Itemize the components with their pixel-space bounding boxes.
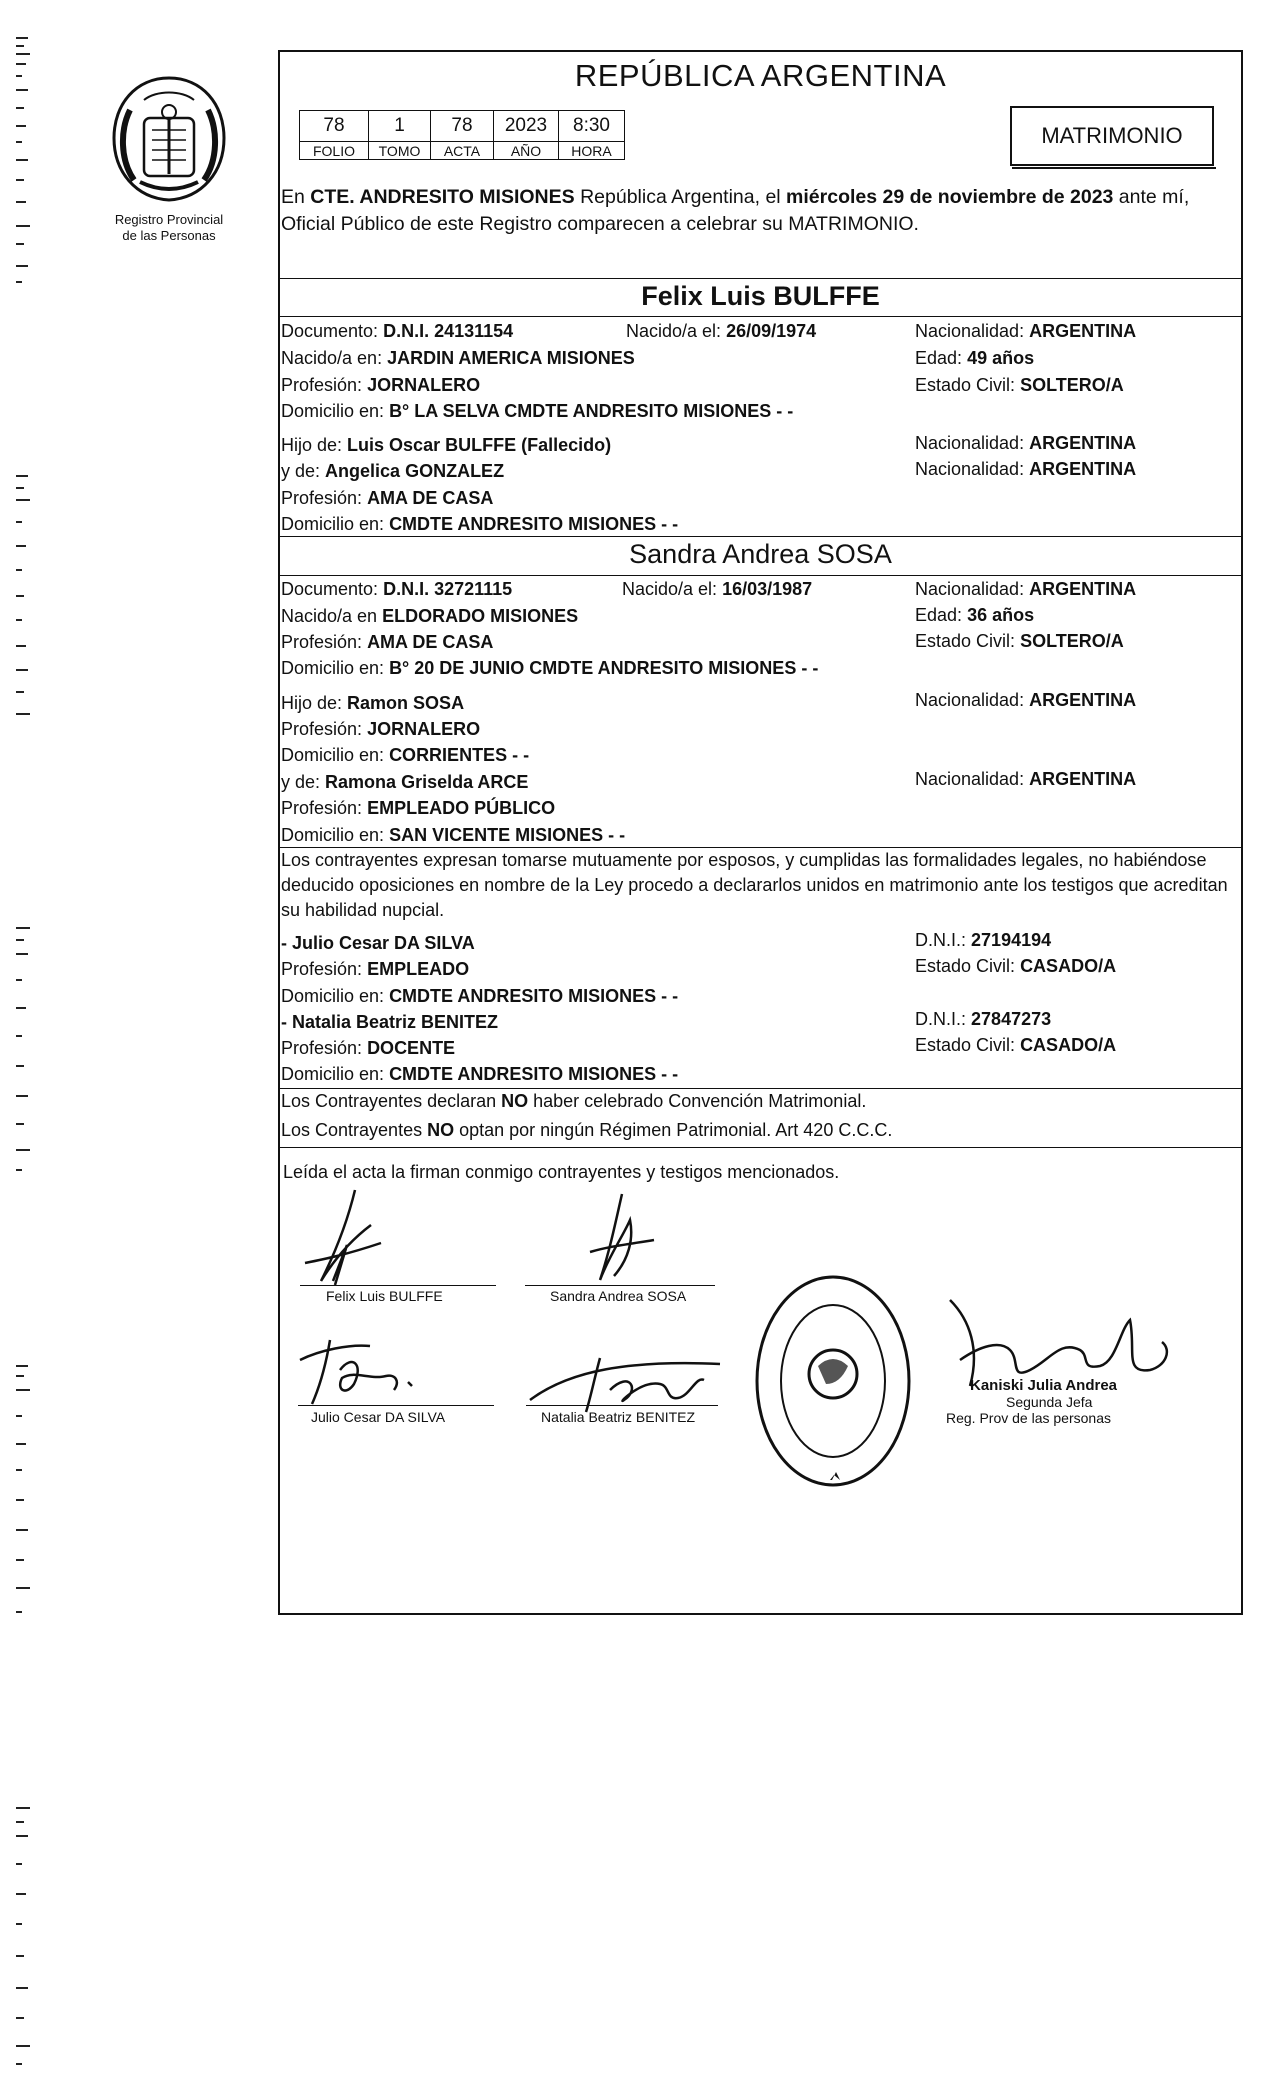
hora-value: 8:30 xyxy=(559,111,625,142)
field-label: Domicilio en: xyxy=(281,658,385,678)
field-value: JARDIN AMERICA MISIONES xyxy=(387,348,635,368)
groom-mother-profession xyxy=(281,487,493,509)
witness1-civil-status xyxy=(915,955,1116,977)
groom-signature xyxy=(285,1185,415,1295)
field-value: AMA DE CASA xyxy=(367,488,494,508)
field-value: B° 20 DE JUNIO CMDTE ANDRESITO MISIONES - - xyxy=(389,658,819,678)
bride-father-nationality xyxy=(915,689,1136,711)
field-label: Domicilio en: xyxy=(281,401,385,421)
witness2-name xyxy=(281,1011,498,1033)
field-label: Profesión: xyxy=(281,959,363,979)
field-value: SOLTERO/A xyxy=(1020,375,1124,395)
witness1-address xyxy=(281,985,678,1007)
field-label: Profesión: xyxy=(281,488,363,508)
intro-paragraph xyxy=(281,184,1236,238)
field-label: Estado Civil: xyxy=(915,1035,1016,1055)
field-value: ARGENTINA xyxy=(1029,459,1137,479)
field-label: Estado Civil: xyxy=(915,631,1016,651)
field-value: CORRIENTES - - xyxy=(389,745,530,765)
field-label: Domicilio en: xyxy=(281,825,385,845)
field-value: AMA DE CASA xyxy=(367,632,494,652)
clause-text: Los Contrayentes declaran xyxy=(281,1091,502,1111)
witness2-civil-status xyxy=(915,1034,1116,1056)
groom-birth-place xyxy=(281,347,635,369)
acta-label: ACTA xyxy=(431,142,494,160)
act-type-label: MATRIMONIO xyxy=(1041,123,1183,148)
field-value: CMDTE ANDRESITO MISIONES - - xyxy=(389,986,679,1006)
clause-text: optan por ningún Régimen Patrimonial. Art 420 C.C.C. xyxy=(454,1120,893,1140)
field-label: Nacido/a el: xyxy=(622,579,718,599)
field-label: Hijo de: xyxy=(281,435,343,455)
divider xyxy=(278,1147,1243,1148)
groom-nationality xyxy=(915,320,1136,342)
field-value: ARGENTINA xyxy=(1029,433,1137,453)
witness1-dni xyxy=(915,929,1051,951)
field-label: Nacionalidad: xyxy=(915,579,1025,599)
divider xyxy=(278,536,1243,537)
witness2-dni xyxy=(915,1008,1051,1030)
field-label: D.N.I.: xyxy=(915,930,967,950)
bride-nationality xyxy=(915,578,1136,600)
bride-civil-status xyxy=(915,630,1124,652)
field-value: - Julio Cesar DA SILVA xyxy=(281,933,475,953)
field-value: EMPLEADO PÚBLICO xyxy=(367,798,556,818)
bride-name-heading: Sandra Andrea SOSA xyxy=(629,539,892,569)
bride-father-address xyxy=(281,744,529,766)
groom-age xyxy=(915,347,1034,369)
document-title: REPÚBLICA ARGENTINA xyxy=(574,58,947,93)
field-value: CMDTE ANDRESITO MISIONES - - xyxy=(389,1064,679,1084)
field-value: SAN VICENTE MISIONES - - xyxy=(389,825,626,845)
intro-text: ante mí, Oficial Público de este Registro comparecen a celebrar su MATRIMONIO. xyxy=(281,186,1190,235)
bride-document xyxy=(281,578,512,600)
patrimonial-regime-clause xyxy=(281,1119,892,1141)
field-label: Profesión: xyxy=(281,375,363,395)
bride-mother xyxy=(281,771,528,793)
field-label: Domicilio en: xyxy=(281,514,385,534)
groom-civil-status xyxy=(915,374,1124,396)
field-label: Domicilio en: xyxy=(281,986,385,1006)
official-office: Reg. Prov de las personas xyxy=(946,1410,1111,1426)
bride-age xyxy=(915,604,1034,626)
scan-edge-marks xyxy=(14,1360,32,1620)
field-value: EMPLEADO xyxy=(367,959,470,979)
field-value: 26/09/1974 xyxy=(726,321,817,341)
bride-mother-profession xyxy=(281,797,555,819)
clause-emphasis: NO xyxy=(427,1120,455,1140)
field-label: D.N.I.: xyxy=(915,1009,967,1029)
field-label: Edad: xyxy=(915,605,963,625)
field-label: Edad: xyxy=(915,348,963,368)
bride-father xyxy=(281,692,464,714)
signature-line xyxy=(526,1405,718,1406)
field-value: 27194194 xyxy=(971,930,1052,950)
field-label: Nacido/a en: xyxy=(281,348,383,368)
witness1-profession xyxy=(281,958,469,980)
field-label: Profesión: xyxy=(281,798,363,818)
witness1-signature-name: Julio Cesar DA SILVA xyxy=(311,1409,446,1425)
field-value: 36 años xyxy=(967,605,1035,625)
field-label: Nacido/a en xyxy=(281,606,378,626)
groom-signature-name: Felix Luis BULFFE xyxy=(326,1288,443,1304)
field-value: 27847273 xyxy=(971,1009,1052,1029)
registry-caption-line1: Registro Provincial xyxy=(114,212,224,227)
divider xyxy=(278,1088,1243,1089)
intro-text: En xyxy=(281,186,311,208)
bride-profession xyxy=(281,631,493,653)
field-value: 16/03/1987 xyxy=(722,579,813,599)
tomo-label: TOMO xyxy=(369,142,431,160)
hora-label: HORA xyxy=(559,142,625,160)
bride-address xyxy=(281,657,818,679)
closing-statement: Leída el acta la firman conmigo contrayentes y testigos mencionados. xyxy=(283,1162,840,1182)
witness2-address xyxy=(281,1063,678,1085)
bride-signature-name: Sandra Andrea SOSA xyxy=(550,1288,687,1304)
tomo-value: 1 xyxy=(369,111,431,142)
field-label: Nacionalidad: xyxy=(915,690,1025,710)
scan-edge-marks xyxy=(14,470,32,730)
field-label: Profesión: xyxy=(281,1038,363,1058)
field-label: y de: xyxy=(281,461,321,481)
divider xyxy=(278,575,1243,576)
field-value: JORNALERO xyxy=(367,375,481,395)
field-label: Hijo de: xyxy=(281,693,343,713)
field-label: Nacionalidad: xyxy=(915,321,1025,341)
scan-edge-marks xyxy=(14,1800,32,2070)
bride-mother-nationality xyxy=(915,768,1136,790)
witness2-profession xyxy=(281,1037,455,1059)
groom-birth-date xyxy=(626,320,816,342)
groom-profession xyxy=(281,374,480,396)
divider xyxy=(278,278,1243,279)
field-value: - Natalia Beatriz BENITEZ xyxy=(281,1012,499,1032)
field-label: Nacido/a el: xyxy=(626,321,722,341)
field-label: y de: xyxy=(281,772,321,792)
field-value: CASADO/A xyxy=(1020,1035,1117,1055)
field-value: Ramona Griselda ARCE xyxy=(325,772,529,792)
field-label: Domicilio en: xyxy=(281,745,385,765)
field-value: ARGENTINA xyxy=(1029,579,1137,599)
registry-caption xyxy=(88,212,250,244)
official-seal-stamp xyxy=(748,1266,918,1501)
bride-signature xyxy=(570,1190,670,1290)
bride-father-profession xyxy=(281,718,480,740)
signature-line xyxy=(298,1405,494,1406)
field-label: Profesión: xyxy=(281,719,363,739)
folio-value: 78 xyxy=(300,111,369,142)
ano-value: 2023 xyxy=(494,111,559,142)
registry-caption-line2: de las Personas xyxy=(122,228,216,243)
groom-document xyxy=(281,320,513,342)
groom-address xyxy=(281,400,793,422)
field-value: ELDORADO MISIONES xyxy=(382,606,579,626)
acta-value: 78 xyxy=(431,111,494,142)
intro-date: miércoles 29 de noviembre de 2023 xyxy=(786,186,1114,208)
scan-edge-marks xyxy=(14,30,32,290)
groom-father-nationality xyxy=(915,432,1136,454)
field-label: Profesión: xyxy=(281,632,363,652)
intro-text: República Argentina, el xyxy=(574,186,787,208)
scan-edge-marks xyxy=(14,920,32,1180)
groom-parents-address xyxy=(281,513,678,535)
field-value: DOCENTE xyxy=(367,1038,456,1058)
provincial-coat-of-arms-logo xyxy=(100,70,238,213)
divider xyxy=(278,316,1243,317)
field-label: Nacionalidad: xyxy=(915,433,1025,453)
official-stamp-text xyxy=(946,1377,1117,1426)
clause-emphasis: NO xyxy=(501,1091,529,1111)
field-value: SOLTERO/A xyxy=(1020,631,1124,651)
groom-mother-nationality xyxy=(915,458,1136,480)
bride-mother-address xyxy=(281,824,625,846)
field-value: 49 años xyxy=(967,348,1035,368)
field-value: Luis Oscar BULFFE (Fallecido) xyxy=(347,435,612,455)
field-value: ARGENTINA xyxy=(1029,321,1137,341)
field-value: B° LA SELVA CMDTE ANDRESITO MISIONES - - xyxy=(389,401,794,421)
field-value: CMDTE ANDRESITO MISIONES - - xyxy=(389,514,679,534)
bride-birth-date xyxy=(622,578,812,600)
field-value: JORNALERO xyxy=(367,719,481,739)
field-value: CASADO/A xyxy=(1020,956,1117,976)
signature-line xyxy=(300,1285,496,1286)
field-label: Nacionalidad: xyxy=(915,769,1025,789)
field-value: Ramon SOSA xyxy=(347,693,465,713)
intro-place: CTE. ANDRESITO MISIONES xyxy=(310,186,575,208)
act-type-box xyxy=(1010,106,1214,166)
official-role: Segunda Jefa xyxy=(1006,1394,1093,1410)
reference-table xyxy=(299,110,625,160)
bride-birth-place xyxy=(281,605,578,627)
field-value: ARGENTINA xyxy=(1029,769,1137,789)
witness1-name xyxy=(281,932,475,954)
ano-label: AÑO xyxy=(494,142,559,160)
witness1-signature xyxy=(290,1330,440,1410)
field-value: Angelica GONZALEZ xyxy=(325,461,505,481)
declaration-paragraph: Los contrayentes expresan tomarse mutuamente por esposos, y cumplidas las formalidades legales, no habiéndose deducido oposiciones en nombre de la Ley procedo a declararlos unidos en matrimonio ante los testigos que acreditan su habilidad nupcial. xyxy=(281,850,1228,920)
field-value: D.N.I. 32721115 xyxy=(383,579,513,599)
witness2-signature-name: Natalia Beatriz BENITEZ xyxy=(541,1409,696,1425)
signature-line xyxy=(525,1285,715,1286)
field-label: Nacionalidad: xyxy=(915,459,1025,479)
field-label: Documento: xyxy=(281,321,379,341)
field-label: Domicilio en: xyxy=(281,1064,385,1084)
field-label: Estado Civil: xyxy=(915,956,1016,976)
groom-father xyxy=(281,434,611,456)
groom-name-heading: Felix Luis BULFFE xyxy=(641,281,880,311)
witness2-signature xyxy=(520,1340,740,1420)
field-label: Documento: xyxy=(281,579,379,599)
clause-text: Los Contrayentes xyxy=(281,1120,428,1140)
field-value: ARGENTINA xyxy=(1029,690,1137,710)
field-value: D.N.I. 24131154 xyxy=(383,321,514,341)
folio-label: FOLIO xyxy=(300,142,369,160)
official-name: Kaniski Julia Andrea xyxy=(970,1377,1117,1394)
field-label: Estado Civil: xyxy=(915,375,1016,395)
clause-text: haber celebrado Convención Matrimonial. xyxy=(528,1091,867,1111)
groom-mother xyxy=(281,460,504,482)
convention-clause xyxy=(281,1090,866,1112)
